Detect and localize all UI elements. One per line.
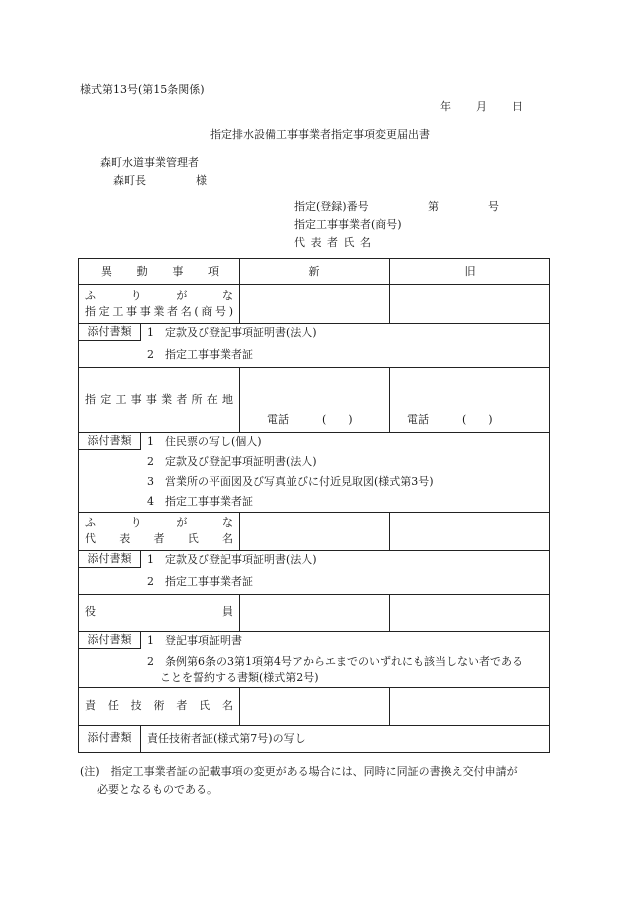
rep-furigana-label: ふ り が な bbox=[85, 516, 233, 529]
registration-number-label: 指定(登録)番号 bbox=[294, 200, 369, 213]
attachment-item: 1 住民票の写し(個人) bbox=[147, 435, 262, 448]
attachment-item: 責任技術者証(様式第7号)の写し bbox=[147, 732, 306, 745]
attachment-item: 4 指定工事事業者証 bbox=[147, 495, 253, 508]
attachment-item-continued: ことを誓約する書類(様式第2号) bbox=[160, 671, 319, 684]
row-line bbox=[79, 631, 549, 632]
representative-name-label: 代 表 者 氏 名 bbox=[294, 236, 372, 249]
row-line bbox=[79, 594, 549, 595]
divider bbox=[389, 594, 390, 631]
attachment-item: 2 条例第6条の3第1項第4号アからエまでのいずれにも該当しない者である bbox=[147, 655, 523, 668]
phone-old: 電話 ( ) bbox=[407, 413, 493, 426]
attachments-label: 添付書類 bbox=[79, 432, 141, 450]
header-old: 旧 bbox=[464, 265, 476, 278]
attachments-label: 添付書類 bbox=[79, 725, 141, 752]
row-line bbox=[79, 512, 549, 513]
divider bbox=[239, 367, 240, 432]
attachments-label: 添付書類 bbox=[79, 323, 141, 341]
divider bbox=[239, 512, 240, 550]
row-line bbox=[79, 284, 549, 285]
header-change-item: 異 動 事 項 bbox=[101, 265, 219, 278]
attachments-label: 添付書類 bbox=[79, 550, 141, 568]
divider bbox=[389, 367, 390, 432]
row-line bbox=[79, 550, 549, 551]
phone-new: 電話 ( ) bbox=[267, 413, 353, 426]
addressee-line1: 森町水道事業管理者 bbox=[100, 156, 199, 169]
date-month-label: 月 bbox=[476, 100, 487, 113]
attachment-item: 1 登記事項証明書 bbox=[147, 634, 242, 647]
date-day-label: 日 bbox=[512, 100, 523, 113]
officers-row-label: 役 員 bbox=[85, 605, 233, 618]
divider bbox=[389, 687, 390, 725]
attachment-item: 2 指定工事事業者証 bbox=[147, 348, 253, 361]
engineer-row-label: 責 任 技 術 者 氏 名 bbox=[85, 699, 233, 712]
address-row-label: 指 定 工 事 事 業 者 所 在 地 bbox=[85, 393, 233, 406]
change-items-table bbox=[78, 258, 550, 753]
row-line bbox=[79, 367, 549, 368]
divider bbox=[389, 512, 390, 550]
addressee-honorific: 様 bbox=[196, 174, 207, 187]
attachment-item: 1 定款及び登記事項証明書(法人) bbox=[147, 553, 317, 566]
form-number: 様式第13号(第15条関係) bbox=[80, 83, 205, 96]
registration-number-dai: 第 bbox=[428, 200, 439, 213]
attachment-item: 3 営業所の平面図及び写真並びに付近見取図(様式第3号) bbox=[147, 475, 434, 488]
furigana-label: ふ り が な bbox=[85, 289, 233, 302]
addressee-line2: 森町長 bbox=[113, 174, 146, 187]
attachment-item: 1 定款及び登記事項証明書(法人) bbox=[147, 326, 317, 339]
document-title: 指定排水設備工事事業者指定事項変更届出書 bbox=[210, 128, 430, 141]
company-name-label: 指定工事事業者(商号) bbox=[294, 218, 402, 231]
header-new: 新 bbox=[308, 265, 320, 278]
row-line bbox=[79, 687, 549, 688]
attachments-label: 添付書類 bbox=[79, 631, 141, 649]
note-line1: (注) 指定工事業者証の記載事項の変更がある場合には、同時に同証の書換え交付申請が bbox=[80, 765, 518, 778]
registration-number-go: 号 bbox=[488, 200, 499, 213]
row-line bbox=[79, 725, 549, 726]
company-name-row-label: 指 定 工 事 事 業 者 名 ( 商 号 ) bbox=[85, 305, 233, 318]
row-line bbox=[79, 432, 549, 433]
attachment-item: 2 指定工事事業者証 bbox=[147, 575, 253, 588]
note-line2: 必要となるものである。 bbox=[97, 783, 218, 796]
divider bbox=[239, 687, 240, 725]
divider bbox=[239, 594, 240, 631]
row-line bbox=[79, 323, 549, 324]
representative-row-label: 代 表 者 氏 名 bbox=[85, 532, 233, 545]
date-year-label: 年 bbox=[440, 100, 451, 113]
attachment-item: 2 定款及び登記事項証明書(法人) bbox=[147, 455, 317, 468]
